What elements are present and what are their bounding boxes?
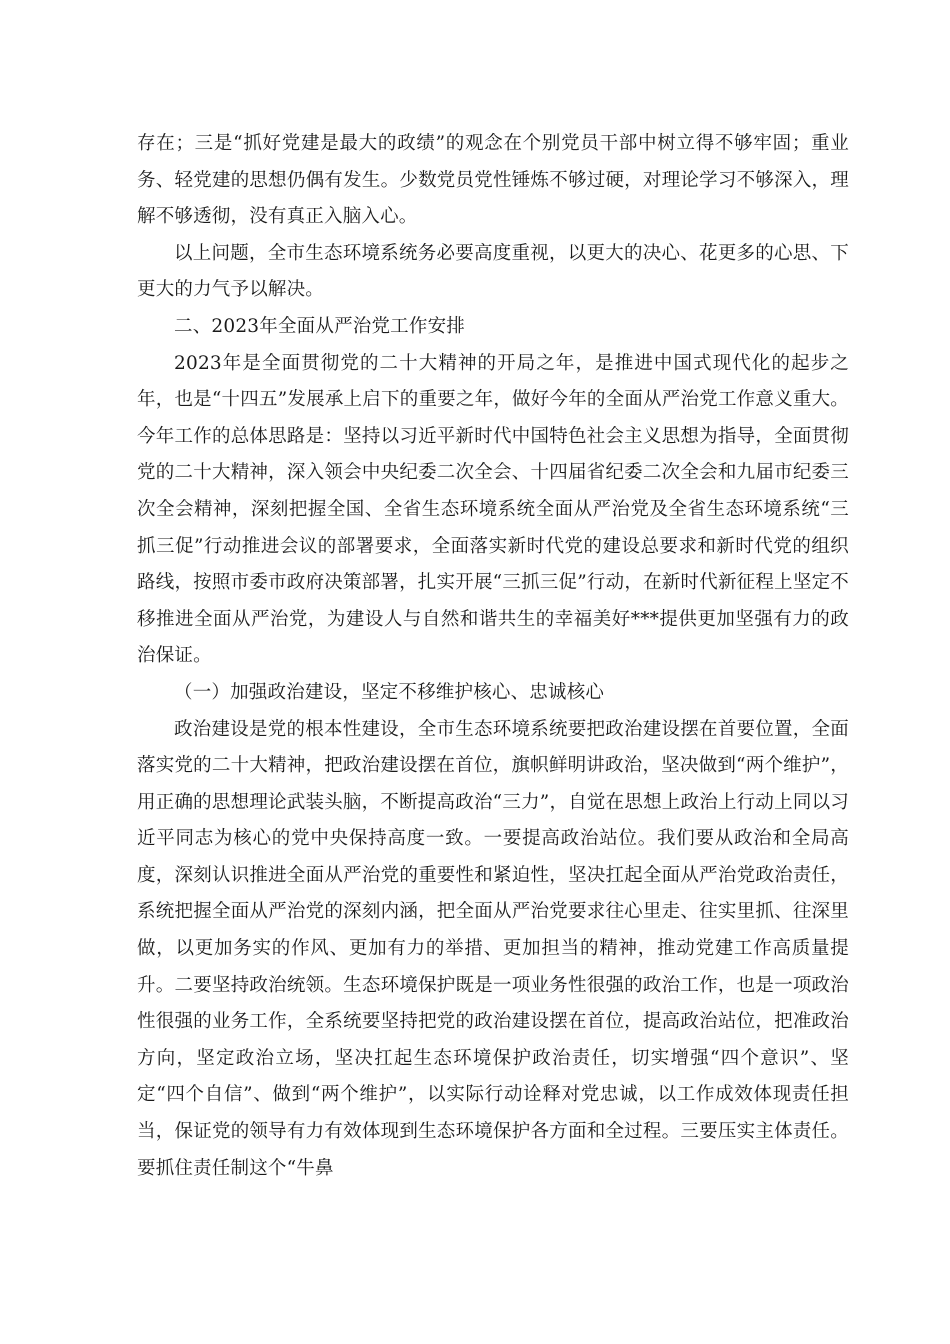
paragraph-continuation: 存在；三是“抓好党建是最大的政绩”的观念在个别党员干部中树立得不够牢固；重业务、轻党建的思想仍偶有发生。少数党员党性锤炼不够过硬，对理论学习不够深入，理解不够透彻，没有真正入脑入心。 — [137, 133, 849, 228]
subsection-heading-political-building: （一）加强政治建设，坚定不移维护核心、忠诚核心 — [174, 681, 605, 703]
paragraph-overall-approach: 2023年是全面贯彻党的二十大精神的开局之年，是推进中国式现代化的起步之年，也是“十四五”发展承上启下的重要之年，做好今年的全面从严治党工作意义重大。今年工作的总体思路是：坚持以习近平新时代中国特色社会主义思想为指导，全面贯彻党的二十大精神，深入领会中央纪委二次全会、十四届省纪委二次全会和九届市纪委三次全会精神，深刻把握全国、全省生态环境系统全面从严治党及全省生态环境系统“三抓三促”行动推进会议的部署要求，全面落实新时代党的建设总要求和新时代党的组织路线，按照市委市政府决策部署，扎实开展“三抓三促”行动，在新时代新征程上坚定不移推进全面从严治党，为建设人与自然和谐共生的幸福美好***提供更加坚强有力的政治保证。 — [137, 352, 849, 667]
document-body — [137, 126, 849, 1187]
paragraph-problems-summary: 以上问题，全市生态环境系统务必要高度重视，以更大的决心、花更多的心思、下更大的力气予以解决。 — [137, 242, 849, 301]
paragraph-political-building: 政治建设是党的根本性建设，全市生态环境系统要把政治建设摆在首要位置，全面落实党的二十大精神，把政治建设摆在首位，旗帜鲜明讲政治，坚决做到“两个维护”，用正确的思想理论武装头脑，不断提高政治“三力”，自觉在思想上政治上行动上同以习近平同志为核心的党中央保持高度一致。一要提高政治站位。我们要从政治和全局高度，深刻认识推进全面从严治党的重要性和紧迫性，坚决扛起全面从严治党政治责任，系统把握全面从严治党的深刻内涵，把全面从严治党要求往心里走、往实里抓、往深里做，以更加务实的作风、更加有力的举措、更加担当的精神，推动党建工作高质量提升。二要坚持政治统领。生态环境保护既是一项业务性很强的政治工作，也是一项政治性很强的业务工作，全系统要坚持把党的政治建设摆在首位，提高政治站位，把准政治方向，坚定政治立场，坚决扛起生态环境保护政治责任，切实增强“四个意识”、坚定“四个自信”、做到“两个维护”，以实际行动诠释对党忠诚，以工作成效体现责任担当，保证党的领导有力有效体现到生态环境保护各方面和全过程。三要压实主体责任。要抓住责任制这个“牛鼻 — [137, 718, 849, 1179]
section-heading-2023-plan: 二、2023年全面从严治党工作安排 — [174, 315, 465, 337]
